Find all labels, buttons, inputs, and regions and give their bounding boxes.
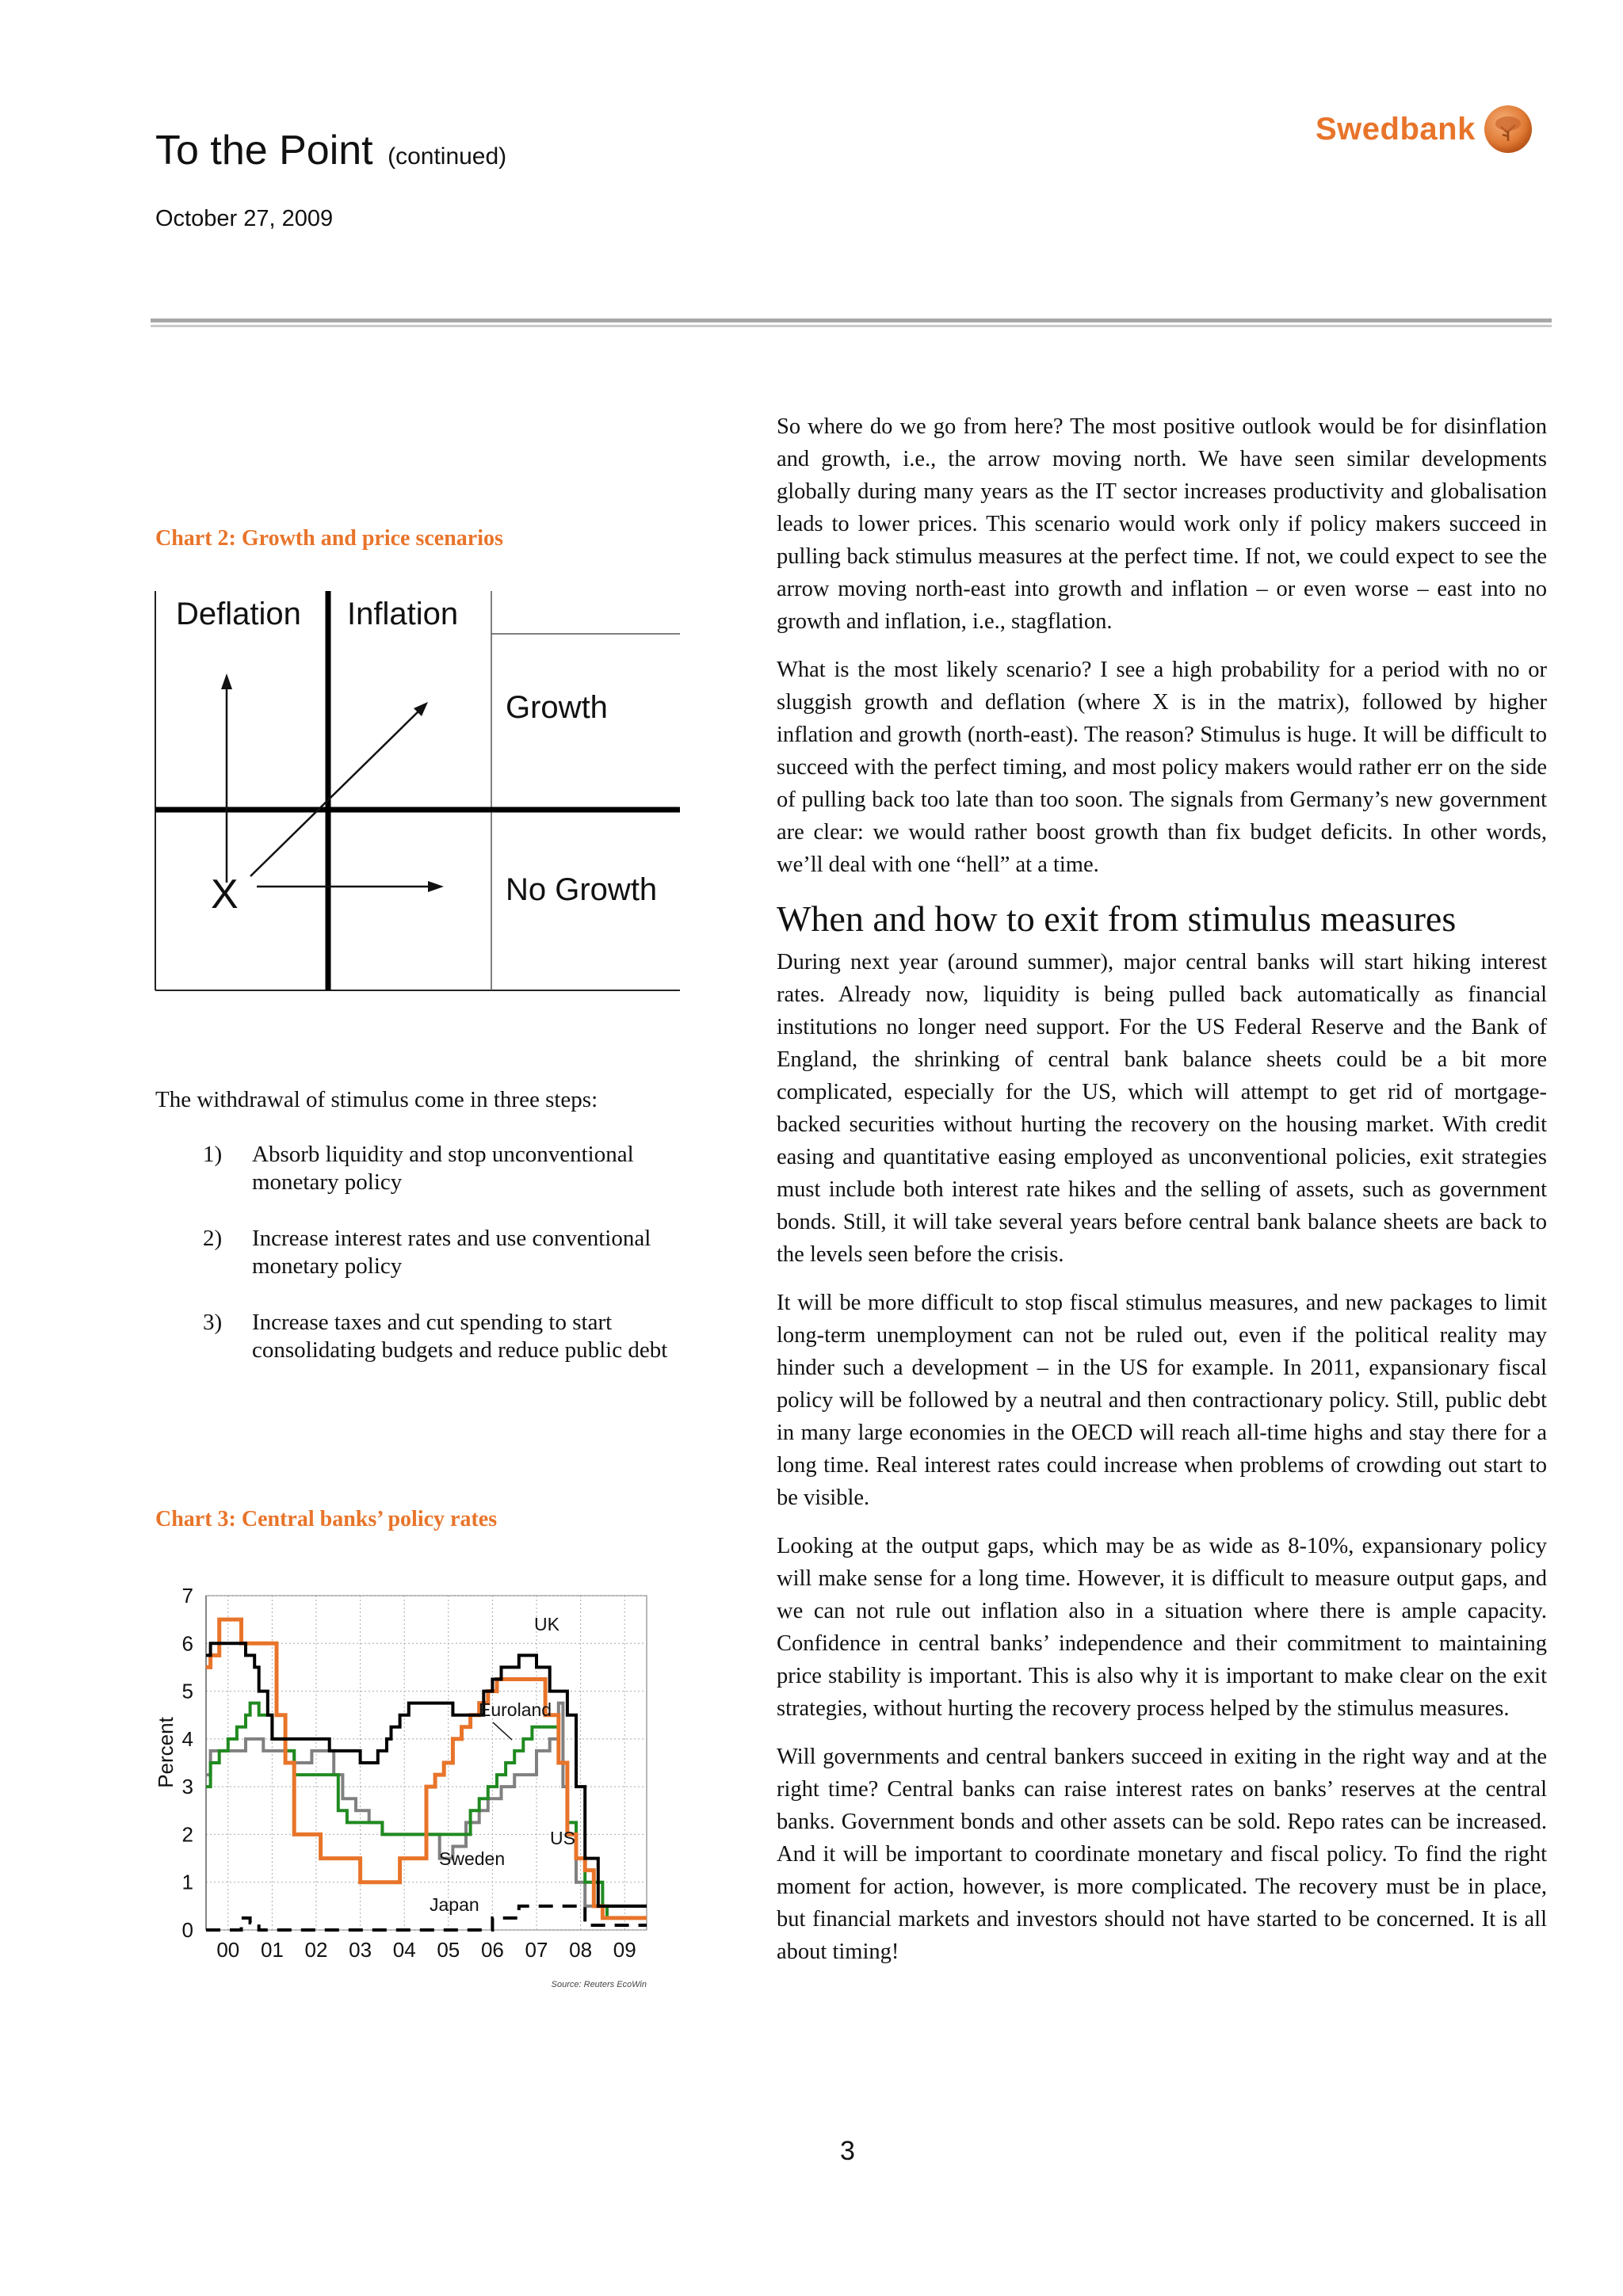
source-note: Source: Reuters EcoWin xyxy=(551,1980,647,1989)
title-main: To the Point xyxy=(155,128,373,174)
y-tick-label: 2 xyxy=(181,1822,193,1847)
list-item xyxy=(155,1225,694,1280)
section-heading: When and how to exit from stimulus measures xyxy=(777,898,1457,939)
header-rule-light xyxy=(151,325,1552,327)
x-tick-label: 06 xyxy=(480,1938,504,1962)
y-tick-label: 1 xyxy=(181,1870,193,1894)
y-tick-label: 3 xyxy=(181,1775,193,1799)
y-tick-label: 4 xyxy=(181,1726,193,1751)
paragraph: What is the most likely scenario? I see a high probability for a period with no or sluggish growth and deflation (where X is in the matrix), followed by higher inflation and growth (north-east). The reason? Stimulus is huge. It will be difficult to succeed with the perfect timing, and most policy makers would rather err on the side of pulling back too late than too soon. The signals from Germany’s new government are clear: we would rather boost growth than fix budget deficits. In other words, we’ll deal with one “hell” at a time. xyxy=(777,658,1547,877)
paragraph: It will be more difficult to stop fiscal stimulus measures, and new packages to limit long-term unemployment can not be ruled out, even if the political reality may hinder such a development – in the US for example. In 2011, expansionary fiscal policy will be followed by a neutral and then contractionary policy. Still, public debt in many large economies in the OECD will reach all-time highs and stay there for a long time. Real interest rates could increase when problems of crowding out start to be visible. xyxy=(777,1291,1547,1510)
uk-label: UK xyxy=(534,1614,559,1634)
publication-date: October 27, 2009 xyxy=(155,206,334,231)
step-number: 3) xyxy=(203,1310,223,1335)
article-body xyxy=(777,410,1547,1984)
y-tick-label: 7 xyxy=(181,1584,193,1608)
y-tick-label: 5 xyxy=(181,1679,193,1703)
x-tick-label: 04 xyxy=(392,1938,416,1962)
list-item xyxy=(155,1309,694,1364)
us-label: US xyxy=(550,1828,575,1848)
x-tick-label: 02 xyxy=(304,1938,328,1962)
inflation-label: Inflation xyxy=(347,597,459,631)
euroland-label: Euroland xyxy=(479,1699,552,1720)
japan-label: Japan xyxy=(430,1894,479,1915)
oak-tree-icon xyxy=(1482,103,1534,155)
x-tick-label: 01 xyxy=(260,1938,284,1962)
y-tick-label: 0 xyxy=(181,1918,193,1942)
no-growth-label: No Growth xyxy=(506,872,658,907)
deflation-label: Deflation xyxy=(176,597,301,631)
stimulus-steps xyxy=(155,1141,694,1393)
step-text: Absorb liquidity and stop unconventional monetary policy xyxy=(252,1142,634,1195)
x-tick-label: 08 xyxy=(569,1938,593,1962)
step-number: 1) xyxy=(203,1142,223,1167)
step-number: 2) xyxy=(203,1226,223,1251)
x-tick-label: 09 xyxy=(613,1938,636,1962)
y-axis-label: Percent xyxy=(154,1717,178,1788)
stimulus-intro: The withdrawal of stimulus come in three steps: xyxy=(155,1087,598,1112)
paragraph: Will governments and central bankers succeed in exiting in the right way and at the right time? Central banks can raise interest rates on banks’ reserves at the central banks. Government bonds and other assets can be sold. Repo rates can be increased. And it will be important to coordinate monetary and fiscal policy. To find the right moment for action, however, is more complicated. The recovery must be in place, but financial markets and investors should not have started to be concerned. It is all about timing! xyxy=(777,1745,1547,1964)
growth-label: Growth xyxy=(506,690,608,725)
sweden-label: Sweden xyxy=(439,1848,506,1869)
x-tick-label: 07 xyxy=(525,1938,548,1962)
paragraph: During next year (around summer), major central banks will start hiking interest rates. Already now, liquidity is being pulled back automatically as financial institutions no longer need support. For the US Federal Reserve and the Bank of England, the shrinking of central bank balance sheets could be a bit more complicated, especially for the US, which will attempt to get rid of mortgage- backed securities without hurting the recovery on the housing market. With credit easing and quantitative easing employed as unconventional policies, exit strategies must include both interest rate hikes and the selling of assets, such as government bonds. Still, it will take several years before central bank balance sheets are back to the levels seen before the crisis. xyxy=(777,950,1547,1267)
policy-rates-chart xyxy=(151,1554,666,2006)
title-suffix: (continued) xyxy=(388,143,507,170)
step-text: Increase taxes and cut spending to start consolidating budgets and reduce public debt xyxy=(252,1310,668,1363)
x-tick-label: 05 xyxy=(437,1938,460,1962)
logo-text: Swedbank xyxy=(1316,111,1476,147)
north-arrowhead xyxy=(221,673,232,689)
euroland-pointer xyxy=(493,1722,512,1740)
y-tick-label: 6 xyxy=(181,1631,193,1656)
header-rule xyxy=(151,318,1552,322)
chart2-caption: Chart 2: Growth and price scenarios xyxy=(155,526,503,551)
scenario-matrix xyxy=(152,589,691,994)
chart3-caption: Chart 3: Central banks’ policy rates xyxy=(155,1507,498,1531)
list-item xyxy=(155,1141,694,1196)
east-arrowhead xyxy=(428,881,444,892)
northeast-arrow xyxy=(250,708,422,876)
paragraph: Looking at the output gaps, which may be as wide as 8-10%, expansionary policy will make sense for a long time. However, it is difficult to measure output gaps, and we can not rule out inflation also in a situation where there is ample capacity. Confidence in central banks’ independence and their commitment to maintaining price stability is important. This is also why it is important to make clear on the exit strategies, without hurting the recovery process helped by the stimulus measures. xyxy=(777,1534,1547,1721)
x-mark: X xyxy=(211,871,239,917)
x-tick-label: 03 xyxy=(349,1938,372,1962)
swedbank-logo xyxy=(1316,103,1534,155)
paragraph: So where do we go from here? The most positive outlook would be for disinflation and growth, i.e., the arrow moving north. We have seen similar developments globally during many years as the IT sector increases productivity and globalisation leads to lower prices. This scenario would work only if policy makers succeed in pulling back stimulus measures at the perfect time. If not, we could expect to see the arrow moving north-east into growth and inflation – or even worse – east into no growth and inflation, i.e., stagflation. xyxy=(777,414,1547,634)
x-tick-label: 00 xyxy=(216,1938,240,1962)
page-number: 3 xyxy=(840,2136,855,2166)
step-text: Increase interest rates and use conventional monetary policy xyxy=(252,1226,651,1279)
page-title xyxy=(155,127,506,174)
